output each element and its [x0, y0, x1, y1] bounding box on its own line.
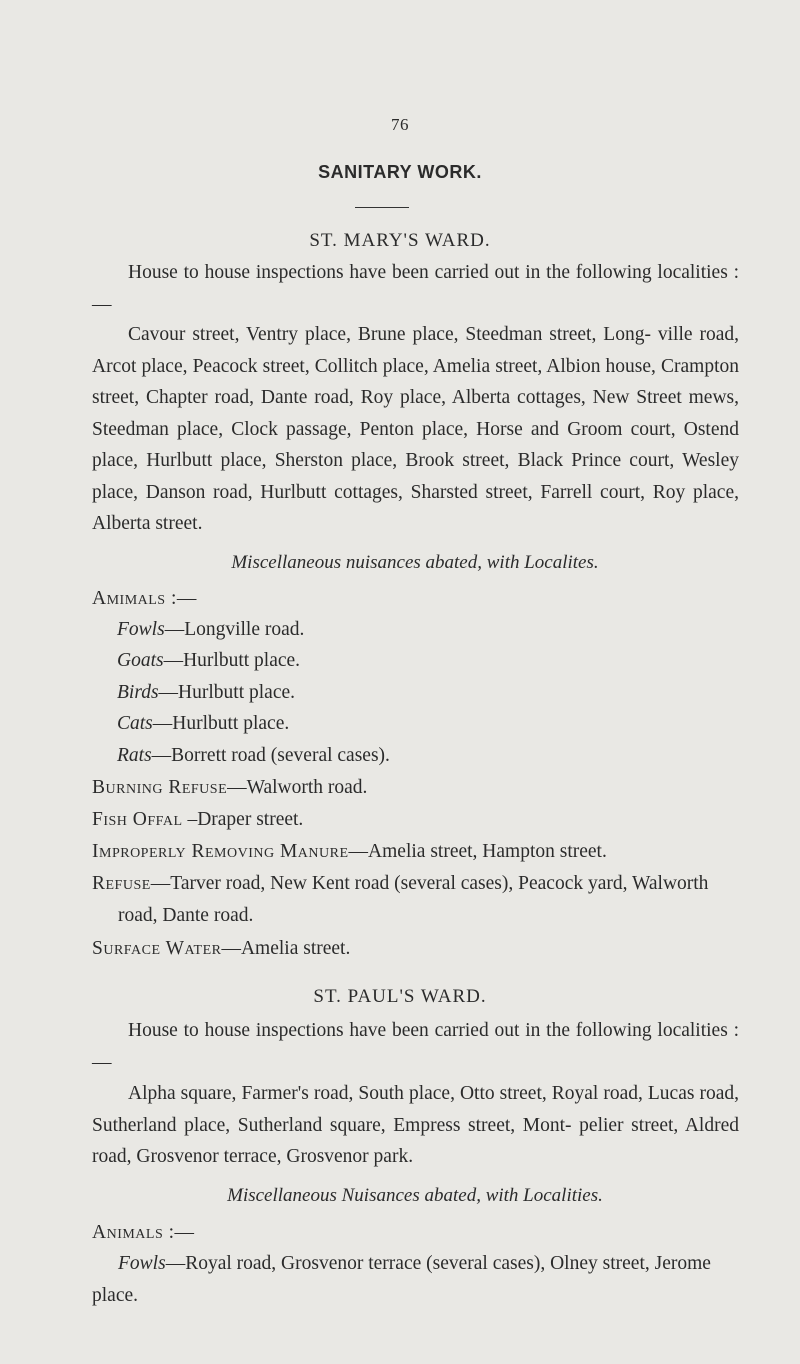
animal-name: Cats: [117, 713, 153, 734]
nuisance-entry: [92, 836, 742, 868]
title-divider: [355, 207, 409, 208]
nuisance-text: —Walworth road.: [227, 777, 368, 798]
ward2-localities: Alpha square, Farmer's road, South place, Otto street, Royal road, Lucas road, Sutherland place, Sutherland square, Empress street, Mont- pelier street, Aldred road, Grosvenor terrace, Grosvenor park.: [92, 1083, 739, 1167]
animal-entry: [117, 614, 717, 646]
nuisance-text: –Draper street.: [182, 809, 304, 830]
nuisance-label: Burning Refuse: [92, 777, 228, 798]
animal-entry: [117, 740, 717, 772]
animal-entry: [117, 677, 717, 709]
nuisance-label: Surface Water: [92, 938, 222, 959]
ward2-subheading: Miscellaneous Nuisances abated, with Localities.: [227, 1185, 603, 1206]
nuisance-text: —Amelia street, Hampton street.: [348, 841, 607, 862]
animal-entry: [117, 708, 717, 740]
nuisance-text: —Amelia street.: [221, 938, 351, 959]
ward2-animals-label: Animals :—: [92, 1222, 195, 1243]
nuisance-entry: [92, 772, 742, 804]
nuisance-text: —Tarver road, New Kent road (several cases), Peacock yard, Walworth road, Dante road.: [118, 873, 709, 926]
animal-name: Fowls: [118, 1253, 166, 1274]
animal-name: Birds: [117, 682, 159, 703]
animal-place: —Borrett road (several cases).: [151, 745, 390, 766]
ward-heading-st-marys: ST. MARY'S WARD.: [309, 230, 491, 251]
animal-name: Goats: [117, 650, 164, 671]
nuisance-entry: [92, 933, 742, 965]
nuisance-label: Refuse: [92, 873, 151, 894]
nuisance-entry: [92, 868, 742, 931]
ward1-subheading: Miscellaneous nuisances abated, with Localites.: [231, 552, 599, 573]
ward1-animals-label: Amimals :—: [92, 588, 197, 609]
animal-name: Rats: [117, 745, 152, 766]
page-number: 76: [391, 115, 409, 134]
page-title: SANITARY WORK.: [318, 162, 482, 182]
animal-place: —Hurlbutt place.: [158, 682, 296, 703]
animal-entry: [92, 1248, 742, 1311]
animal-entry: [117, 645, 717, 677]
nuisance-label: Fish Offal: [92, 809, 183, 830]
animal-place: —Hurlbutt place.: [163, 650, 301, 671]
ward2-intro: House to house inspections have been carried out in the following localities :—: [92, 1020, 739, 1073]
animal-place: —Hurlbutt place.: [152, 713, 290, 734]
animal-place: —Longville road.: [164, 619, 305, 640]
animal-place: —Royal road, Grosvenor terrace (several cases), Olney street, Jerome place.: [92, 1253, 711, 1306]
nuisance-label: Improperly Removing Manure: [92, 841, 349, 862]
ward-heading-st-pauls: ST. PAUL'S WARD.: [313, 986, 487, 1007]
animal-name: Fowls: [117, 619, 165, 640]
nuisance-entry: [92, 804, 742, 836]
ward1-intro: House to house inspections have been carried out in the following localities :—: [92, 262, 739, 315]
ward1-localities: Cavour street, Ventry place, Brune place, Steedman street, Long- ville road, Arcot place, Peacock street, Collitch place, Amelia street, Albion house, Crampton street, Chapter road, Dante road, Roy place, Alberta cottages, New Street mews, Steedman place, Clock passage, Penton place, Horse and Groom court, Ostend place, Hurlbutt place, Sherston place, Brook street, Black Prince court, Wesley place, Danson road, Hurlbutt cottages, Sharsted street, Farrell court, Roy place, Alberta street.: [92, 324, 739, 534]
